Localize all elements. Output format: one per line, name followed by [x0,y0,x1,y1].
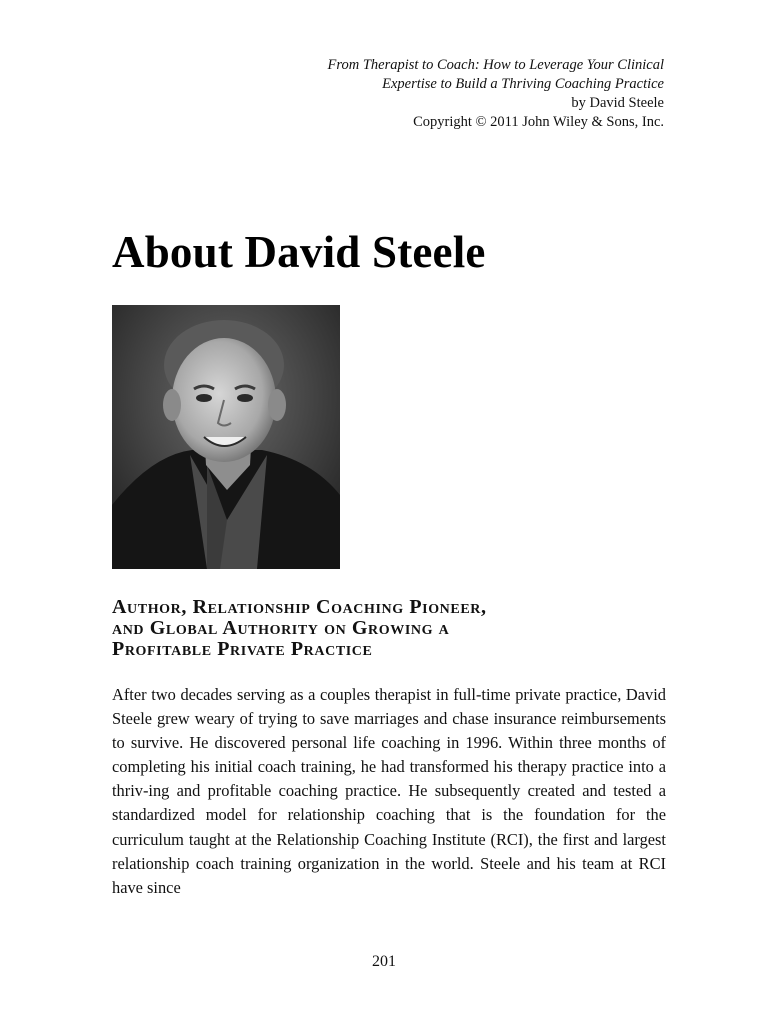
subhead-line-2: and Global Authority on Growing a [112,617,450,639]
subhead-line-1: Author, Relationship Coaching Pioneer, [112,596,487,618]
running-header [328,56,664,132]
book-title-line-2: Expertise to Build a Thriving Coaching Practice [382,76,664,92]
book-title-line-1: From Therapist to Coach: How to Leverage Your Clinical [327,57,664,73]
copyright-line: Copyright © 2011 John Wiley & Sons, Inc. [413,114,664,130]
section-subheading [112,597,632,660]
page-number: 201 [372,953,396,970]
page-title: About David Steele [112,227,486,277]
author-photo [112,305,340,569]
subhead-line-3: Profitable Private Practice [112,638,373,660]
book-author: by David Steele [571,95,664,111]
body-paragraph: After two decades serving as a couples therapist in full-time private practice, David Steele grew weary of trying to save marriages and chase insurance reimbursements to survive. He discovered personal life coaching in 1996. Within three months of completing his initial coach training, he had transformed his therapy practice into a thriv-ing and profitable coaching practice. He subsequently created and tested a standardized model for relationship coaching that is the foundation for the curriculum taught at the Relationship Coaching Institute (RCI), the first and largest relationship coach training organization in the world. Steele and his team at RCI have since [112,685,666,897]
